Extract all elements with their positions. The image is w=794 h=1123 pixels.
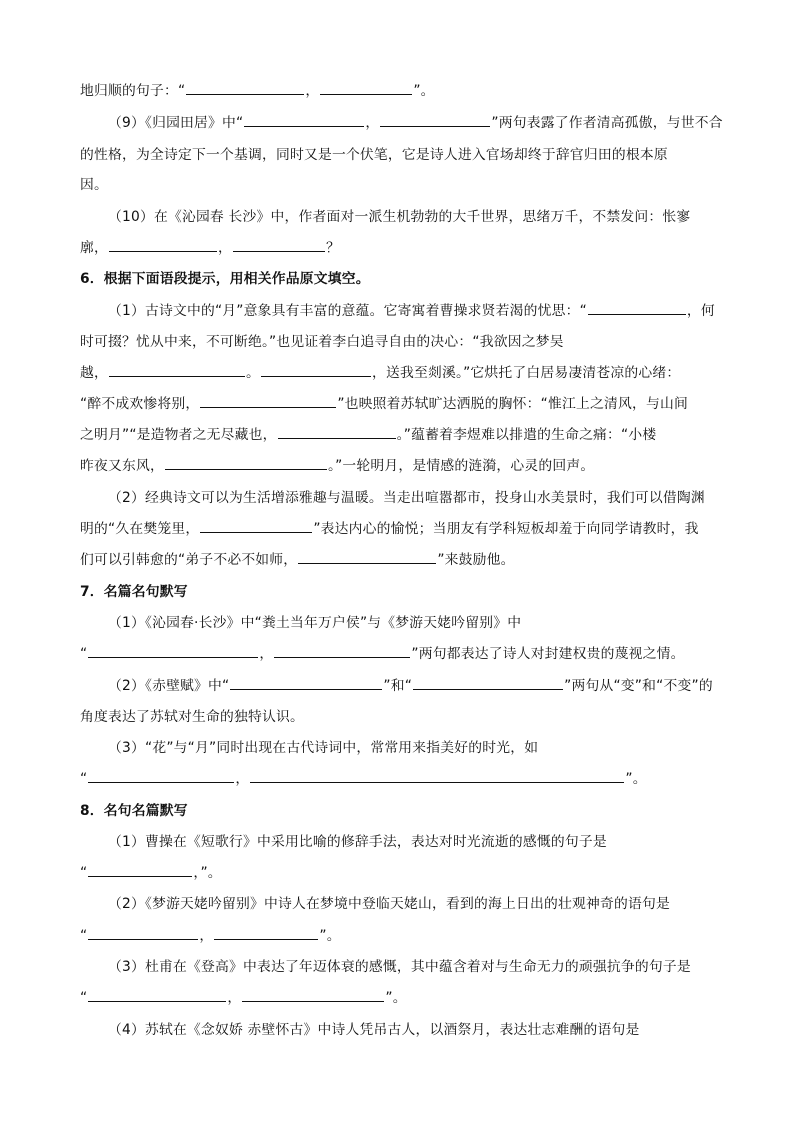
text-segment: 越， (80, 365, 108, 381)
text-segment: 们可以引韩愈的“弟子不必不如师， (80, 552, 298, 568)
fill-in-blank (109, 238, 217, 252)
text-segment: “ (80, 865, 88, 881)
text-segment: ”两句从“变”和“不变”的 (564, 678, 713, 694)
fill-in-blank (588, 301, 686, 315)
text-segment: 7．名篇名句默写 (80, 584, 188, 600)
fill-in-blank (88, 926, 198, 940)
question-heading (80, 268, 370, 290)
fill-in-blank (214, 926, 318, 940)
fill-in-blank (298, 550, 436, 564)
text-line (80, 424, 656, 446)
text-segment: （2）经典诗文可以为生活增添雅趣与温暖。当走出喧嚣都市，投身山水美景时，我们可以借陶渊 (108, 490, 705, 506)
text-segment: ”两句表露了作者清高孤傲，与世不合 (491, 115, 723, 131)
fill-in-blank (88, 769, 234, 783)
text-line (80, 393, 688, 415)
fill-in-blank (200, 394, 336, 408)
text-line (80, 455, 594, 477)
text-segment: ”也映照着苏轼旷达洒脱的胸怀：“惟江上之清风，与山间 (337, 396, 688, 412)
text-segment: （9）《归园田居》中“ (108, 115, 244, 131)
fill-in-blank (165, 456, 327, 470)
text-line (108, 737, 538, 759)
fill-in-blank (320, 81, 412, 95)
text-line (108, 112, 723, 134)
text-segment: 。 (246, 365, 260, 381)
fill-in-blank (261, 363, 371, 377)
text-segment: （2）《赤壁赋》中“ (108, 678, 230, 694)
text-segment: ， (365, 115, 380, 131)
text-line (80, 706, 304, 728)
text-segment: ， (218, 240, 232, 256)
text-segment: （2）《梦游天姥吟留别》中诗人在梦境中登临天姥山，看到的海上日出的壮观神奇的语句是 (108, 896, 670, 912)
fill-in-blank (242, 988, 384, 1002)
text-line (80, 862, 222, 884)
text-segment: ，”。 (193, 865, 222, 881)
text-line (108, 487, 705, 509)
fill-in-blank (88, 863, 192, 877)
text-segment: 时可掇？忧从中来，不可断绝。”也见证着李白追寻自由的决心：“我欲因之梦吴 (80, 334, 564, 350)
text-segment: ”表达内心的愉悦；当朋友有学科短板却羞于向同学请教时，我 (313, 521, 699, 537)
text-segment: ， (259, 646, 274, 662)
text-line (80, 768, 647, 790)
fill-in-blank (230, 676, 382, 690)
text-segment: “ (80, 771, 88, 787)
text-line (108, 1019, 639, 1041)
text-line (80, 362, 680, 384)
text-segment: （1）古诗文中的“月”意象具有丰富的意蕴。它寄寓着曹操求贤若渴的忧思：“ (108, 303, 587, 319)
text-line (108, 206, 690, 228)
text-line (80, 237, 340, 259)
text-segment: （10）在《沁园春 长沙》中，作者面对一派生机勃勃的大千世界，思绪万千，不禁发问：怅寥 (108, 209, 691, 225)
text-segment: 。”一轮明月，是情感的涟漪，心灵的回声。 (327, 458, 595, 474)
fill-in-blank (278, 425, 396, 439)
text-segment: 廓， (80, 240, 108, 256)
text-line (80, 549, 515, 571)
text-segment: 。”蕴蓄着李煜难以排遣的生命之痛：“小楼 (396, 427, 657, 443)
text-segment: ，何 (686, 303, 715, 319)
text-segment: ？ (326, 240, 340, 256)
fill-in-blank (413, 676, 563, 690)
text-line (80, 518, 699, 540)
text-segment: 8．名句名篇默写 (80, 803, 188, 819)
text-line (80, 987, 407, 1009)
text-segment: ， (227, 990, 242, 1006)
text-segment: ， (235, 771, 250, 787)
text-line (80, 331, 564, 353)
text-segment: “ (80, 928, 88, 944)
text-segment: （3）杜甫在《登高》中表达了年迈体衰的感慨，其中蕴含着对与生命无力的顽强抗争的句子是 (108, 959, 691, 975)
fill-in-blank (88, 988, 226, 1002)
text-segment: （4）苏轼在《念奴娇 赤壁怀古》中诗人凭吊古人，以酒祭月，表达壮志难酬的语句是 (108, 1022, 640, 1038)
fill-in-blank (109, 363, 245, 377)
text-segment: ，送我至剡溪。”它烘托了白居易凄清苍凉的心绪： (372, 365, 681, 381)
text-segment: ”两句都表达了诗人对封建权贵的蔑视之情。 (411, 646, 685, 662)
fill-in-blank (200, 519, 312, 533)
text-segment: 地归顺的句子：“ (80, 83, 186, 99)
text-line (80, 80, 435, 102)
text-line (108, 956, 691, 978)
fill-in-blank (244, 113, 364, 127)
text-line (108, 675, 713, 697)
text-segment: （3）“花”与“月”同时出现在古代诗词中，常常用来指美好的时光，如 (108, 740, 539, 756)
fill-in-blank (88, 644, 258, 658)
text-segment: 明的“久在樊笼里， (80, 521, 200, 537)
text-segment: ”和“ (383, 678, 413, 694)
text-line (108, 612, 521, 634)
text-segment: ”来鼓励他。 (437, 552, 515, 568)
text-line (80, 925, 341, 947)
text-segment: “ (80, 646, 88, 662)
text-segment: 之明月”“是造物者之无尽藏也， (80, 427, 277, 443)
text-segment: ”。 (385, 990, 407, 1006)
text-line (80, 174, 108, 196)
fill-in-blank (250, 769, 624, 783)
text-segment: ”。 (319, 928, 341, 944)
text-segment: （1）《沁园春·长沙》中“粪土当年万户侯”与《梦游天姥吟留别》中 (108, 615, 522, 631)
text-segment: 6．根据下面语段提示，用相关作品原文填空。 (80, 271, 370, 287)
text-line (108, 300, 715, 322)
text-segment: 角度表达了苏轼对生命的独特认识。 (80, 709, 304, 725)
text-segment: 的性格，为全诗定下一个基调，同时又是一个伏笔，它是诗人进入官场却终于辞官归田的根本原 (80, 147, 668, 163)
fill-in-blank (380, 113, 490, 127)
fill-in-blank (186, 81, 304, 95)
text-line (108, 831, 607, 853)
question-heading (80, 581, 188, 603)
text-line (80, 643, 685, 665)
text-segment: 因。 (80, 177, 108, 193)
text-segment: “ (80, 990, 88, 1006)
text-segment: （1）曹操在《短歌行》中采用比喻的修辞手法，表达对时光流逝的感慨的句子是 (108, 834, 607, 850)
fill-in-blank (233, 238, 325, 252)
text-segment: 昨夜又东风， (80, 458, 164, 474)
text-segment: ， (199, 928, 214, 944)
text-segment: ， (305, 83, 320, 99)
text-segment: “醉不成欢惨将别， (80, 396, 200, 412)
fill-in-blank (274, 644, 410, 658)
text-segment: ”。 (413, 83, 435, 99)
question-heading (80, 800, 188, 822)
text-line (80, 144, 668, 166)
text-line (108, 893, 670, 915)
text-segment: ”。 (625, 771, 647, 787)
